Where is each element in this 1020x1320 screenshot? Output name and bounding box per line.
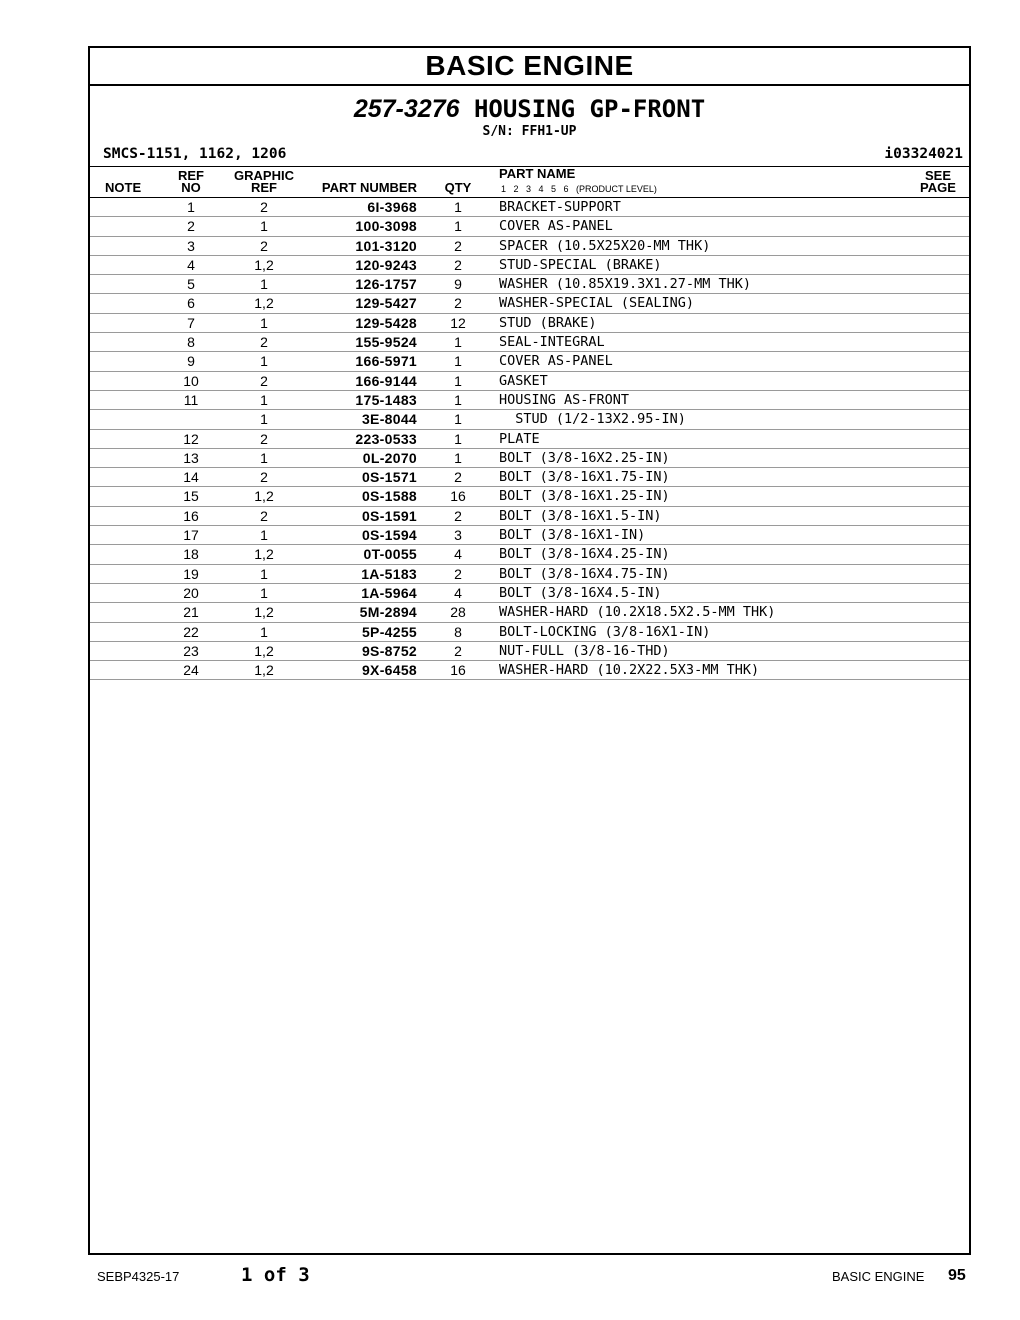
table-row [90, 584, 969, 603]
graphic-ref-cell: 2 [260, 199, 268, 215]
part-name-cell: BOLT-LOCKING (3/8-16X1-IN) [499, 623, 711, 640]
part-name-cell: STUD-SPECIAL (BRAKE) [499, 256, 662, 273]
table-row [90, 661, 969, 680]
part-name-cell: BOLT (3/8-16X1.25-IN) [499, 488, 670, 505]
graphic-ref-cell: 1,2 [254, 295, 274, 312]
col-gref-bottom: REF [251, 180, 277, 195]
graphic-ref-cell: 1 [260, 391, 268, 408]
qty-cell: 1 [454, 353, 462, 370]
qty-cell: 8 [454, 623, 462, 640]
graphic-ref-cell: 1 [260, 449, 268, 466]
qty-cell: 2 [454, 256, 462, 273]
col-see-bottom: PAGE [920, 180, 956, 195]
part-name-cell: WASHER-HARD (10.2X22.5X3-MM THK) [499, 662, 760, 679]
graphic-ref-cell: 1 [260, 276, 268, 293]
part-number-cell: 9S-8752 [361, 642, 417, 659]
table-row [90, 603, 969, 622]
ref-no-cell: 1 [187, 199, 195, 215]
ref-no-cell: 20 [183, 584, 199, 601]
graphic-ref-cell: 1,2 [254, 604, 274, 621]
page-footer [0, 1264, 1020, 1288]
graphic-ref-cell: 2 [260, 237, 268, 254]
qty-cell: 1 [454, 411, 462, 428]
table-row [90, 449, 969, 468]
graphic-ref-cell: 1,2 [254, 256, 274, 273]
graphic-ref-cell: 2 [260, 372, 268, 389]
part-number-cell: 0S-1588 [361, 488, 417, 505]
ref-no-cell: 9 [187, 353, 195, 370]
graphic-ref-cell: 1 [260, 584, 268, 601]
part-number-cell: 5P-4255 [361, 623, 417, 640]
table-row [90, 468, 969, 487]
footer-page-of: 1 of 3 [241, 1264, 310, 1286]
ref-no-cell: 8 [187, 334, 195, 351]
part-name-cell: BOLT (3/8-16X4.75-IN) [499, 565, 670, 582]
col-ref-top: REF [178, 168, 204, 183]
part-name-cell: BOLT (3/8-16X1.75-IN) [499, 469, 670, 486]
ref-no-cell: 18 [183, 546, 199, 563]
table-row [90, 372, 969, 391]
ref-no-cell: 4 [187, 256, 195, 273]
table-row [90, 333, 969, 352]
ref-no-cell: 16 [183, 507, 199, 524]
qty-cell: 1 [454, 199, 462, 215]
table-row [90, 545, 969, 564]
graphic-ref-cell: 1,2 [254, 642, 274, 659]
part-number-cell: 126-1757 [355, 276, 417, 293]
ref-no-cell: 5 [187, 276, 195, 293]
part-name-cell: WASHER-HARD (10.2X18.5X2.5-MM THK) [499, 604, 776, 621]
ref-no-cell: 2 [187, 218, 195, 235]
graphic-ref-cell: 2 [260, 507, 268, 524]
col-qty: QTY [444, 180, 472, 195]
ref-no-cell: 10 [183, 372, 199, 389]
table-header [90, 166, 969, 198]
part-name-cell: WASHER (10.85X19.3X1.27-MM THK) [499, 276, 751, 293]
part-name-cell: NUT-FULL (3/8-16-THD) [499, 642, 670, 659]
part-name-cell: SPACER (10.5X25X20-MM THK) [499, 237, 711, 254]
ref-no-cell: 12 [183, 430, 199, 447]
group-name: HOUSING GP-FRONT [473, 95, 706, 123]
qty-cell: 16 [450, 488, 466, 505]
part-name-cell: COVER AS-PANEL [499, 218, 613, 235]
part-name-cell: GASKET [499, 372, 548, 389]
part-number-cell: 0T-0055 [363, 546, 417, 563]
qty-cell: 2 [454, 565, 462, 582]
part-number-cell: 166-5971 [355, 353, 417, 370]
table-row [90, 565, 969, 584]
graphic-ref-cell: 1 [260, 411, 268, 428]
part-number-cell: 1A-5964 [361, 584, 417, 601]
qty-cell: 2 [454, 295, 462, 312]
table-row [90, 352, 969, 371]
qty-cell: 4 [454, 546, 462, 563]
serial-number: S/N: FFH1-UP [482, 124, 577, 139]
part-name-cell: BOLT (3/8-16X1-IN) [499, 527, 646, 544]
qty-cell: 4 [454, 584, 462, 601]
table-row [90, 217, 969, 236]
part-name-cell: BOLT (3/8-16X4.5-IN) [499, 584, 662, 601]
graphic-ref-cell: 1 [260, 353, 268, 370]
ref-no-cell: 15 [183, 488, 199, 505]
table-row [90, 410, 969, 429]
ref-no-cell: 14 [183, 469, 199, 486]
table-row [90, 507, 969, 526]
smcs-row [90, 144, 969, 166]
footer-doc-id: SEBP4325-17 [97, 1269, 180, 1284]
ref-no-cell: 24 [183, 662, 199, 679]
table-row [90, 623, 969, 642]
qty-cell: 9 [454, 276, 462, 293]
qty-cell: 2 [454, 237, 462, 254]
part-number-cell: 223-0533 [355, 430, 417, 447]
part-name-cell: BOLT (3/8-16X4.25-IN) [499, 546, 670, 563]
qty-cell: 2 [454, 507, 462, 524]
qty-cell: 1 [454, 334, 462, 351]
part-name-cell: BOLT (3/8-16X2.25-IN) [499, 449, 670, 466]
graphic-ref-cell: 1 [260, 218, 268, 235]
col-gref-top: GRAPHIC [234, 168, 294, 183]
qty-cell: 1 [454, 372, 462, 389]
col-product-levels: 1 2 3 4 5 6 (PRODUCT LEVEL) [501, 184, 657, 194]
qty-cell: 3 [454, 527, 462, 544]
section-title: BASIC ENGINE [90, 48, 969, 86]
part-number-cell: 0S-1594 [361, 527, 417, 544]
part-name-cell: HOUSING AS-FRONT [499, 391, 630, 408]
part-number-cell: 1A-5183 [361, 565, 417, 582]
ref-no-cell: 17 [183, 527, 199, 544]
part-number-cell: 0S-1591 [361, 507, 417, 524]
part-number-cell: 155-9524 [355, 334, 417, 351]
table-row [90, 237, 969, 256]
part-number-cell: 0L-2070 [362, 449, 417, 466]
table-row [90, 256, 969, 275]
graphic-ref-cell: 1,2 [254, 546, 274, 563]
part-number-cell: 101-3120 [355, 237, 417, 254]
col-note: NOTE [105, 180, 142, 195]
illustration-id: i03324021 [884, 146, 963, 162]
qty-cell: 1 [454, 391, 462, 408]
part-name-cell: STUD (1/2-13X2.95-IN) [499, 411, 686, 428]
table-row [90, 391, 969, 410]
table-row [90, 294, 969, 313]
part-number-cell: 3E-8044 [361, 411, 417, 428]
qty-cell: 1 [454, 218, 462, 235]
part-name-cell: WASHER-SPECIAL (SEALING) [499, 295, 695, 312]
part-number-cell: 175-1483 [355, 391, 417, 408]
graphic-ref-cell: 1,2 [254, 488, 274, 505]
part-number-cell: 120-9243 [355, 256, 417, 273]
part-number-cell: 5M-2894 [359, 604, 417, 621]
graphic-ref-cell: 1 [260, 623, 268, 640]
table-row [90, 275, 969, 294]
parts-list-frame [88, 46, 971, 1255]
part-name-cell: BRACKET-SUPPORT [499, 199, 621, 215]
table-row [90, 526, 969, 545]
ref-no-cell: 19 [183, 565, 199, 582]
qty-cell: 12 [450, 314, 466, 331]
ref-no-cell: 7 [187, 314, 195, 331]
table-row [90, 487, 969, 506]
ref-no-cell: 13 [183, 449, 199, 466]
col-see-top: SEE [924, 168, 951, 183]
graphic-ref-cell: 1 [260, 565, 268, 582]
table-row [90, 198, 969, 217]
qty-cell: 2 [454, 469, 462, 486]
qty-cell: 2 [454, 642, 462, 659]
part-name-cell: SEAL-INTEGRAL [499, 334, 605, 351]
footer-page-number: 95 [948, 1267, 966, 1284]
graphic-ref-cell: 1 [260, 527, 268, 544]
graphic-ref-cell: 1,2 [254, 662, 274, 679]
part-number-cell: 0S-1571 [361, 469, 417, 486]
part-name-cell: COVER AS-PANEL [499, 353, 613, 370]
parts-table-body [90, 198, 969, 680]
table-row [90, 314, 969, 333]
part-name-cell: PLATE [499, 430, 540, 447]
ref-no-cell: 6 [187, 295, 195, 312]
qty-cell: 16 [450, 662, 466, 679]
ref-no-cell: 23 [183, 642, 199, 659]
graphic-ref-cell: 2 [260, 430, 268, 447]
smcs-codes: SMCS-1151, 1162, 1206 [103, 146, 287, 162]
part-number-cell: 129-5427 [355, 295, 417, 312]
part-number-cell: 166-9144 [355, 372, 417, 389]
graphic-ref-cell: 2 [260, 469, 268, 486]
part-name-cell: STUD (BRAKE) [499, 314, 597, 331]
col-part-name: PART NAME [499, 166, 576, 181]
col-ref-bottom: NO [181, 180, 201, 195]
part-number-cell: 9X-6458 [361, 662, 417, 679]
footer-section: BASIC ENGINE [832, 1269, 925, 1284]
part-number-cell: 100-3098 [355, 218, 417, 235]
group-part-number: 257-3276 [353, 95, 460, 123]
ref-no-cell: 22 [183, 623, 199, 640]
table-row [90, 642, 969, 661]
col-part-number: PART NUMBER [321, 180, 417, 195]
graphic-ref-cell: 2 [260, 334, 268, 351]
part-number-cell: 129-5428 [355, 314, 417, 331]
graphic-ref-cell: 1 [260, 314, 268, 331]
qty-cell: 1 [454, 449, 462, 466]
group-title [90, 94, 969, 124]
qty-cell: 1 [454, 430, 462, 447]
table-row [90, 430, 969, 449]
ref-no-cell: 21 [183, 604, 199, 621]
ref-no-cell: 3 [187, 237, 195, 254]
part-name-cell: BOLT (3/8-16X1.5-IN) [499, 507, 662, 524]
qty-cell: 28 [450, 604, 466, 621]
ref-no-cell: 11 [183, 391, 199, 408]
part-number-cell: 6I-3968 [367, 199, 417, 215]
